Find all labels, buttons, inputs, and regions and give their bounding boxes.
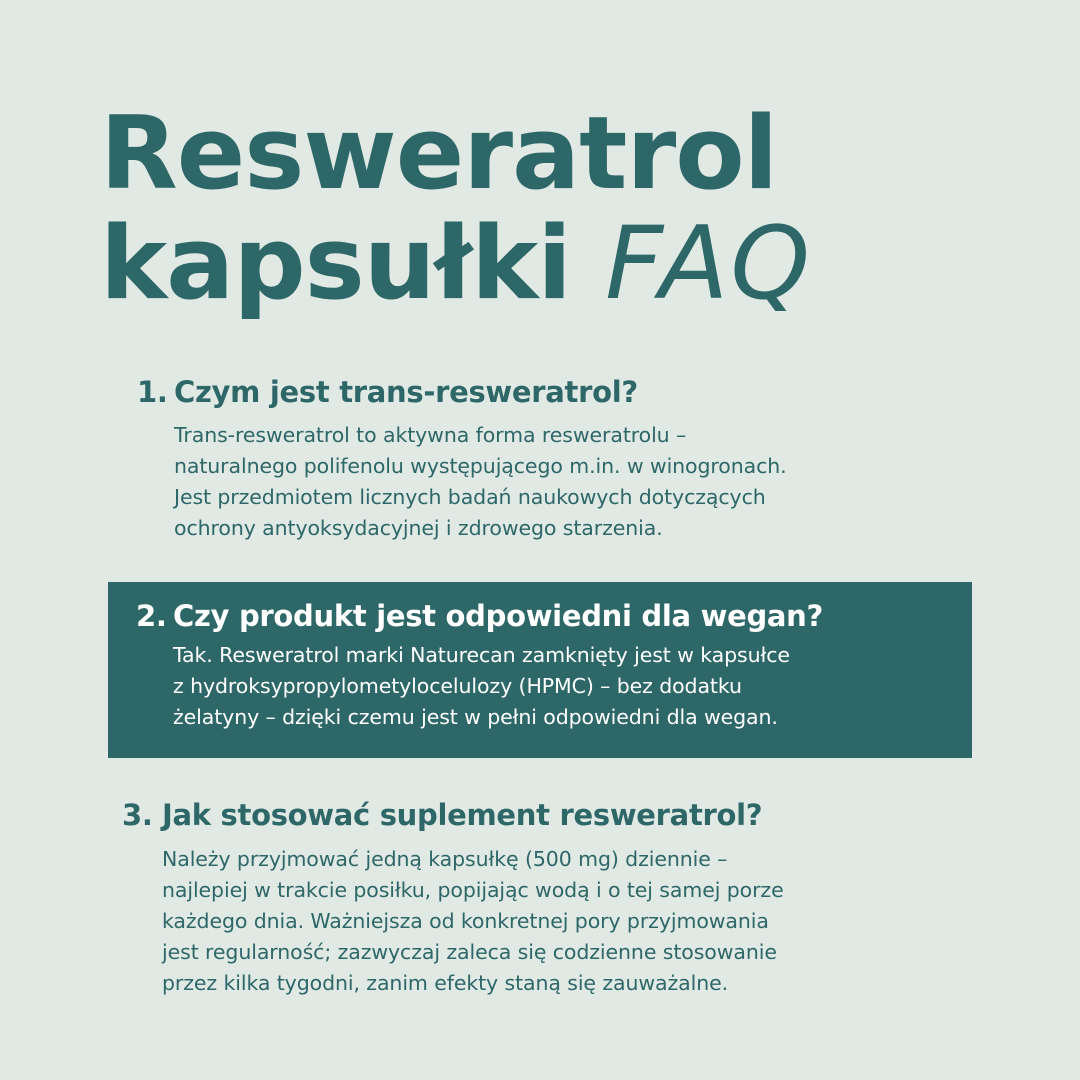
title-line-1: Resweratrol <box>100 94 778 212</box>
faq-answer-line: Tak. Resweratrol marki Naturecan zamknięty jest w kapsułce <box>173 643 790 667</box>
faq-number-3: 3. <box>122 798 153 832</box>
page-title <box>100 94 812 322</box>
faq-answer-1 <box>0 420 1080 544</box>
faq-answer-line: żelatyny – dzięki czemu jest w pełni odpowiedni dla wegan. <box>173 705 778 729</box>
faq-answer-line: Jest przedmiotem licznych badań naukowych dotyczących <box>174 485 766 509</box>
faq-question-2-text: Czy produkt jest odpowiedni dla wegan? <box>173 599 824 633</box>
faq-answer-line: przez kilka tygodni, zanim efekty staną się zauważalne. <box>162 971 729 995</box>
faq-question-3-text: Jak stosować suplement resweratrol? <box>162 798 763 832</box>
title-line-2-bold: kapsułki <box>100 204 571 322</box>
faq-answer-line: jest regularność; zazwyczaj zaleca się codzienne stosowanie <box>162 940 777 964</box>
faq-item-3 <box>0 797 1080 999</box>
faq-question-1 <box>0 374 1080 410</box>
faq-item-2-highlighted <box>108 582 972 758</box>
faq-number-2: 2. <box>136 599 167 633</box>
faq-answer-3 <box>0 844 1080 999</box>
faq-answer-line: ochrony antyoksydacyjnej i zdrowego starzenia. <box>174 516 663 540</box>
faq-answer-line: Należy przyjmować jedną kapsułkę (500 mg) dziennie – <box>162 847 728 871</box>
title-line-2-light: FAQ <box>605 204 812 322</box>
faq-item-1 <box>0 374 1080 544</box>
faq-number-1: 1. <box>137 375 168 409</box>
faq-answer-2 <box>108 640 972 733</box>
faq-answer-line: Trans-resweratrol to aktywna forma resweratrolu – <box>174 423 687 447</box>
faq-answer-line: naturalnego polifenolu występującego m.in. w winogronach. <box>174 454 787 478</box>
faq-answer-line: każdego dnia. Ważniejsza od konkretnej pory przyjmowania <box>162 909 769 933</box>
faq-question-1-text: Czym jest trans-resweratrol? <box>174 375 638 409</box>
faq-answer-line: najlepiej w trakcie posiłku, popijając wodą i o tej samej porze <box>162 878 784 902</box>
faq-question-2 <box>108 582 972 634</box>
faq-answer-line: z hydroksypropylometylocelulozy (HPMC) – bez dodatku <box>173 674 742 698</box>
faq-question-3 <box>0 797 1080 833</box>
